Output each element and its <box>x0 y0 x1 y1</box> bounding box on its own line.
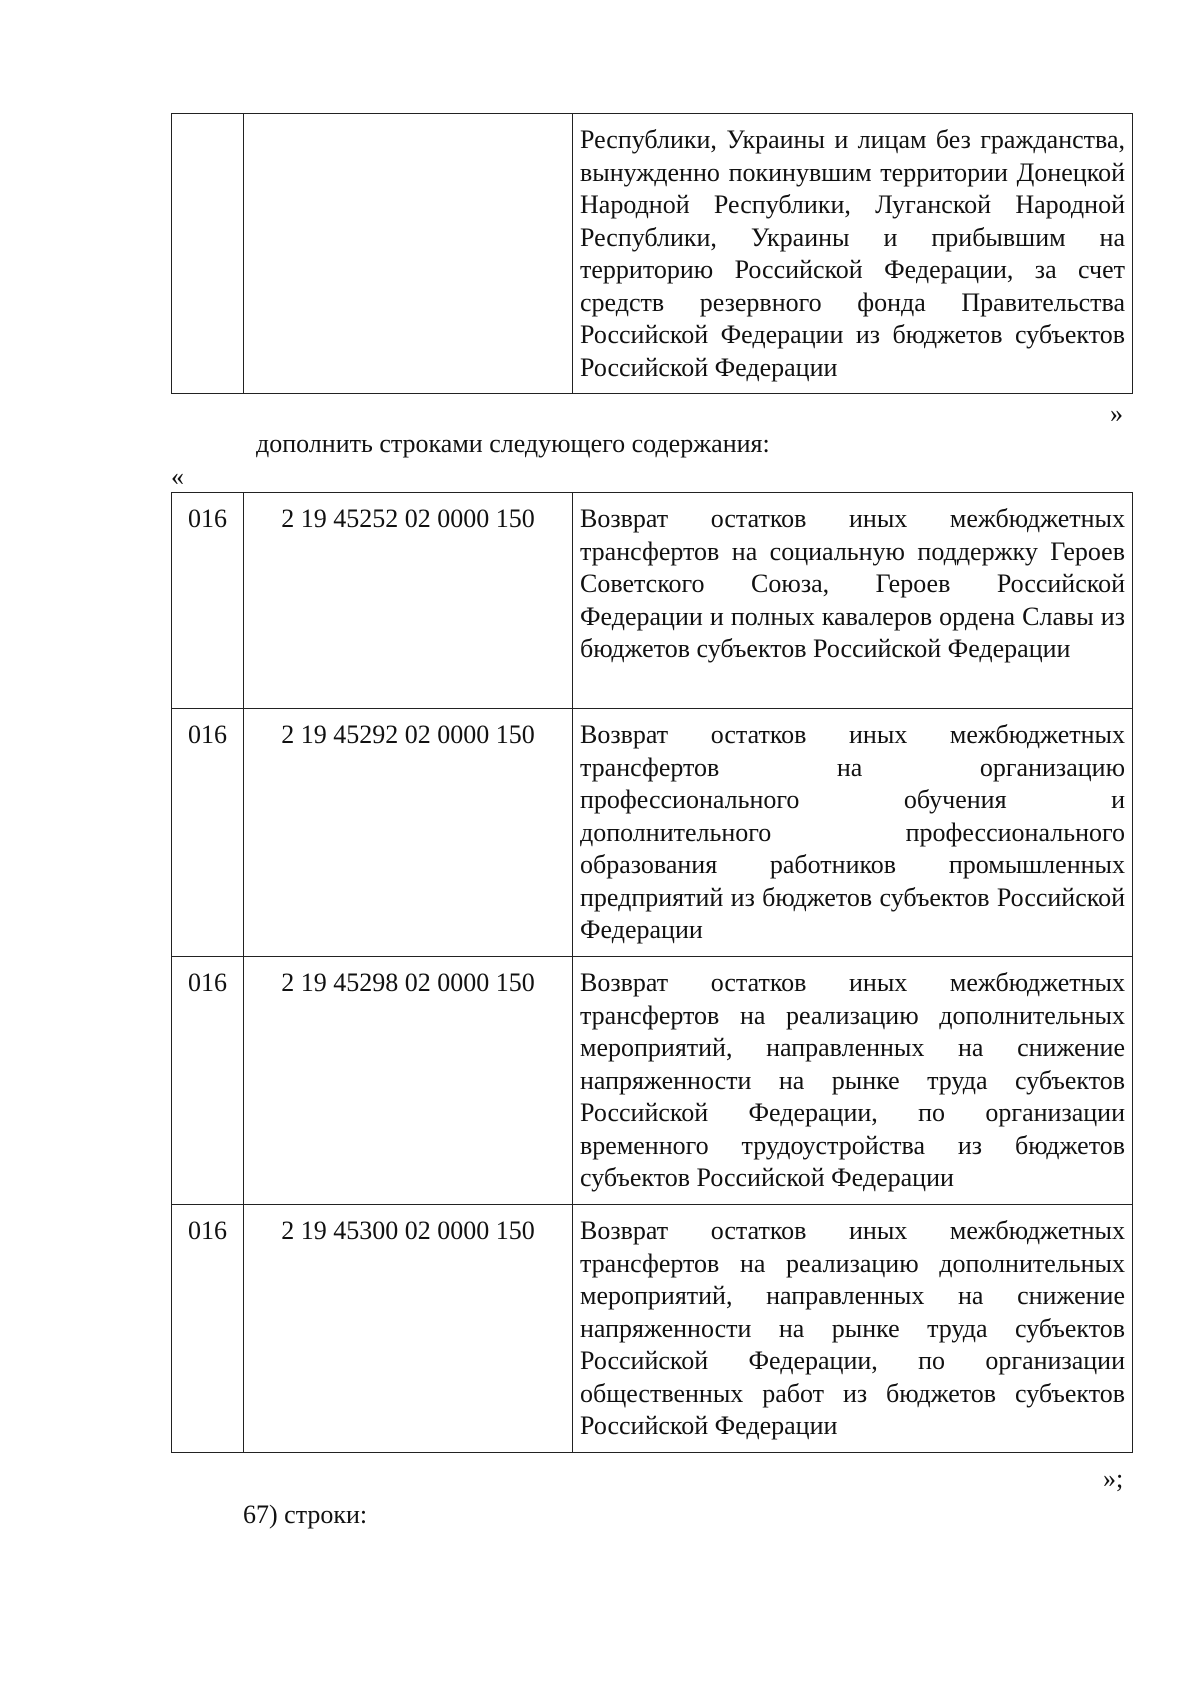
description-cell: Возврат остатков иных межбюджетных трансфертов на социальную поддержку Героев Советского Союза, Героев Российской Федерации и полных кавалеров ордена Славы из бюджетов субъектов Российской Федерации <box>573 493 1133 709</box>
closing-quote: »; <box>1103 1464 1124 1493</box>
closing-quote: » <box>1110 399 1123 428</box>
opening-quote: « <box>171 462 184 491</box>
table-row <box>172 1205 1133 1453</box>
table-row <box>172 957 1133 1205</box>
table-row <box>172 493 1133 709</box>
row-number-cell: 016 <box>172 957 244 1205</box>
budget-code-cell: 2 19 45252 02 0000 150 <box>244 493 573 709</box>
description-cell: Республики, Украины и лицам без гражданства, вынужденно покинувшим территории Донецкой Народной Республики, Луганской Народной Республики, Украины и прибывшим на территорию Российской Федерации, за счет средств резервного фонда Правительства Российской Федерации из бюджетов субъектов Российской Федерации <box>573 114 1133 394</box>
budget-code-cell: 2 19 45300 02 0000 150 <box>244 1205 573 1453</box>
row-number-cell <box>172 114 244 394</box>
budget-code-cell: 2 19 45298 02 0000 150 <box>244 957 573 1205</box>
description-cell: Возврат остатков иных межбюджетных трансфертов на реализацию дополнительных мероприятий, направленных на снижение напряженности на рынке труда субъектов Российской Федерации, по организации общественных работ из бюджетов субъектов Российской Федерации <box>573 1205 1133 1453</box>
continued-table <box>171 113 1133 394</box>
row-number-cell: 016 <box>172 1205 244 1453</box>
row-number-cell: 016 <box>172 493 244 709</box>
row-number-cell: 016 <box>172 709 244 957</box>
table-row <box>172 709 1133 957</box>
table-row <box>172 114 1133 394</box>
intro-paragraph: дополнить строками следующего содержания: <box>256 429 770 458</box>
description-cell: Возврат остатков иных межбюджетных трансфертов на организацию профессионального обучения и дополнительного профессионального образования работников промышленных предприятий из бюджетов субъектов Российской Федерации <box>573 709 1133 957</box>
budget-code-cell <box>244 114 573 394</box>
added-rows-table <box>171 492 1133 1453</box>
budget-code-cell: 2 19 45292 02 0000 150 <box>244 709 573 957</box>
description-cell: Возврат остатков иных межбюджетных трансфертов на реализацию дополнительных мероприятий, направленных на снижение напряженности на рынке труда субъектов Российской Федерации, по организации временного трудоустройства из бюджетов субъектов Российской Федерации <box>573 957 1133 1205</box>
next-list-item: 67) строки: <box>243 1500 368 1529</box>
